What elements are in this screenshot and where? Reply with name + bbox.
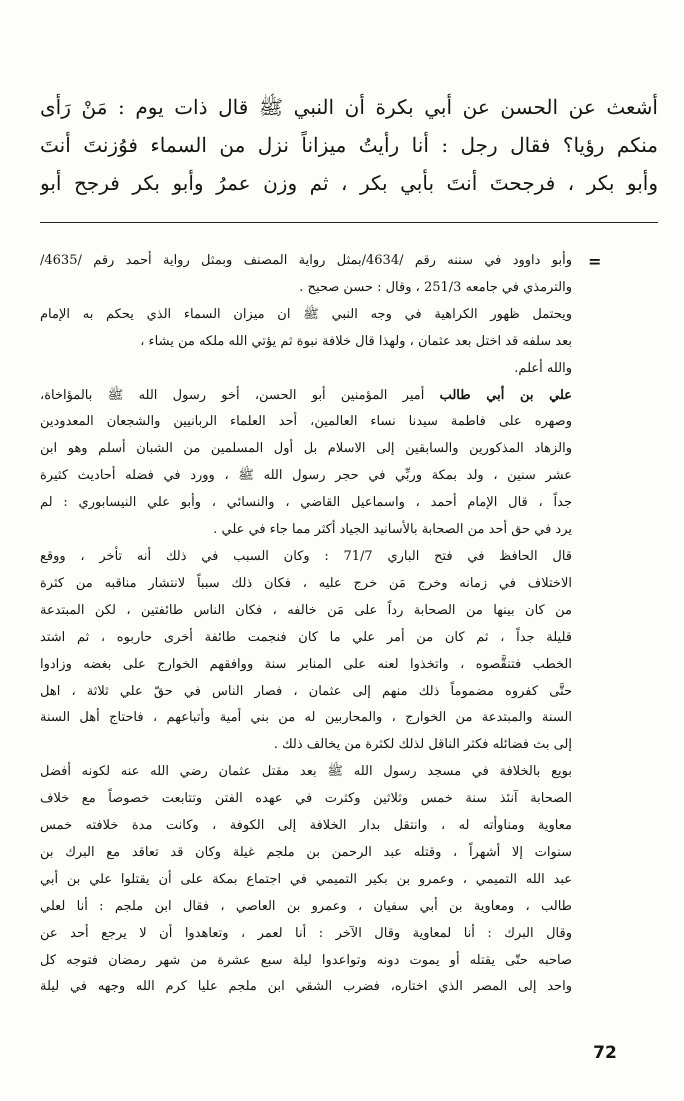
footnote-text: الصحابة آنئذ سنة خمس وثلاثين وكثرت في عهده الفتن وتتابعت خصوصاً مع خلاف bbox=[40, 791, 572, 807]
footnote-text: قليلة جداً ، ثم كان من أمر علي ما كان فنجمت طائفة أخرى حاربوه ، ثم اشتد bbox=[40, 629, 572, 645]
footnote-continuation-marker: = bbox=[588, 252, 602, 271]
footnote-line bbox=[40, 948, 572, 975]
footnote-line bbox=[40, 705, 572, 732]
footnote-line bbox=[40, 544, 572, 571]
footnote-text: والترمذي في جامعه 251/3 ، وقال : حسن صحيح . bbox=[299, 279, 572, 295]
footnote-line bbox=[40, 921, 572, 948]
footnote-line bbox=[40, 732, 572, 759]
footnote-divider bbox=[40, 222, 658, 223]
footnote-line bbox=[40, 356, 572, 383]
main-text-line: وأبو بكر ، فرجحتَ أنتَ بأبي بكر ، ثم وزن عمرُ وأبو بكر فرجح أبو bbox=[40, 171, 658, 195]
footnote-line bbox=[40, 759, 572, 786]
footnote-text: واحد إلى المصر الذي اختاره، فضرب الشقي ابن ملجم عليا كرم الله وجهه في ليلة bbox=[40, 979, 572, 995]
footnote-line bbox=[40, 329, 572, 356]
footnote-text: عبد الله التميمي ، وعمرو بن بكير التميمي في اجتماع بمكة على أن يقتلوا علي بن أبي bbox=[40, 871, 572, 887]
footnote-line bbox=[40, 302, 572, 329]
footnote-text: يرد في حق أحد من الصحابة بالأسانيد الجياد أكثر مما جاء في علي . bbox=[213, 522, 572, 538]
footnote-line bbox=[40, 409, 572, 436]
main-text-line: أشعث عن الحسن عن أبي بكرة أن النبي ﷺ قال ذات يوم : مَنْ رَأى bbox=[40, 95, 658, 119]
footnote-text: الخطب فتنقَّصوه ، واتخذوا لعنه على المنابر سنة ووافقهم الخوارج على بغضه وزادوا bbox=[40, 656, 572, 672]
footnote-text: سنوات إلا أشهراً ، وقتله عبد الرحمن بن ملجم غيلة وكان قد تعاقد مع البرك بن bbox=[40, 844, 572, 860]
footnote-text: معاوية ومناوأته له ، وانتقل بدار الخلافة إلى الكوفة ، وكانت مدة خلافته خمس bbox=[40, 818, 572, 834]
footnote-line bbox=[40, 894, 572, 921]
footnote-line bbox=[40, 517, 572, 544]
footnote-text: الاختلاف في زمانه وخرج مَن خرج عليه ، فكان ذلك سبباً لانتشار مناقبه من كثرة bbox=[40, 575, 572, 591]
footnote-text: والزهاد المذكورين والسابقين إلى الاسلام بل أول المسلمين من الشبان أسلم وهو ابن bbox=[40, 441, 572, 457]
footnote-line bbox=[40, 571, 572, 598]
footnote-text: من كان بينها من الصحابة رداً على مَن خالفه ، فكان الناس طائفتين ، لكن المبتدعة bbox=[40, 602, 572, 618]
footnote-line bbox=[40, 490, 572, 517]
footnote-text: صاحبه حتّى يقتله أو يموت دونه وتواعدوا ليلة سبع عشرة من شهر رمضان فتوجه كل bbox=[40, 952, 572, 968]
footnote-line bbox=[40, 598, 572, 625]
footnote-text: السنة والمبتدعة من الخوارج ، والمحاربين له من بني أمية وأتباعهم ، فاحتاج أهل السنة bbox=[40, 710, 572, 726]
footnote-text: جداً ، قال الإمام أحمد ، واسماعيل القاضي ، والنسائي ، وأبو علي النيسابوري : لم bbox=[40, 495, 572, 511]
footnote-text: حتَّى كفروه مضموماً ذلك منهم إلى عثمان ، فصار الناس في حقّ علي ثلاثة ، اهل bbox=[40, 683, 572, 699]
footnote-text: طالب ، ومعاوية بن أبي سفيان ، وعمرو بن العاصي ، فقال ابن ملجم : أنا لعلي bbox=[40, 898, 572, 914]
footnote-text: وقال البرك : أنا لمعاوية وقال الآخر : أنا لعمر ، وتعاهدوا أن لا يرجع أحد عن bbox=[40, 925, 572, 941]
footnote-text: وصهره على فاطمة سيدنا نساء العالمين، أحد العلماء الربانيين والشجعان المعدودين bbox=[40, 414, 572, 430]
footnote-text: قال الحافظ في فتح الباري 71/7 : وكان السبب في ذلك أنه تأخر ، ووقع bbox=[40, 548, 572, 564]
footnote-line bbox=[40, 436, 572, 463]
footnote-text: ويحتمل ظهور الكراهية في وجه النبي ﷺ ان ميزان السماء الذي يحكم به الإمام bbox=[40, 306, 572, 322]
main-text bbox=[40, 88, 658, 202]
biography-heading: علي بن أبي طالب bbox=[439, 387, 572, 403]
page-number: 72 bbox=[593, 1043, 617, 1063]
footnote-text: والله أعلم. bbox=[514, 360, 572, 376]
footnote-text: أمير المؤمنين أبو الحسن، أخو رسول الله ﷺ بالمؤاخاة، bbox=[40, 387, 440, 403]
footnote-line bbox=[40, 625, 572, 652]
footnote-line bbox=[40, 974, 572, 1001]
footnotes bbox=[40, 248, 572, 1001]
footnote-line bbox=[40, 867, 572, 894]
footnote-line bbox=[40, 463, 572, 490]
footnote-text: بعد سلفه قد اختل بعد عثمان ، ولهذا قال خلافة نبوة ثم يؤتي الله ملكه من يشاء ، bbox=[140, 333, 572, 349]
footnote-line bbox=[40, 248, 572, 275]
footnote-line bbox=[40, 679, 572, 706]
footnote-text: إلى بث فضائله فكثر الناقل لذلك لكثرة من يخالف ذلك . bbox=[273, 737, 572, 753]
footnote-line bbox=[40, 840, 572, 867]
footnote-text: وأبو داوود في سننه رقم /4634/بمثل رواية المصنف وبمثل رواية أحمد رقم /4635/ bbox=[40, 253, 572, 268]
footnote-line bbox=[40, 652, 572, 679]
footnote-line bbox=[40, 275, 572, 302]
main-text-line: منكم رؤيا؟ فقال رجل : أنا رأيتُ ميزاناً نزل من السماء فوُزنتَ أنتَ bbox=[40, 133, 658, 157]
footnote-text: عشر سنين ، ولد بمكة وربِّي في حجر رسول الله ﷺ ، وورد في فضله أحاديث كثيرة bbox=[40, 468, 572, 484]
footnote-line bbox=[40, 813, 572, 840]
footnote-text: بويع بالخلافة في مسجد رسول الله ﷺ بعد مقتل عثمان رضي الله عنه لكونه أفضل bbox=[40, 764, 572, 780]
footnote-line bbox=[40, 786, 572, 813]
footnote-line bbox=[40, 383, 572, 410]
